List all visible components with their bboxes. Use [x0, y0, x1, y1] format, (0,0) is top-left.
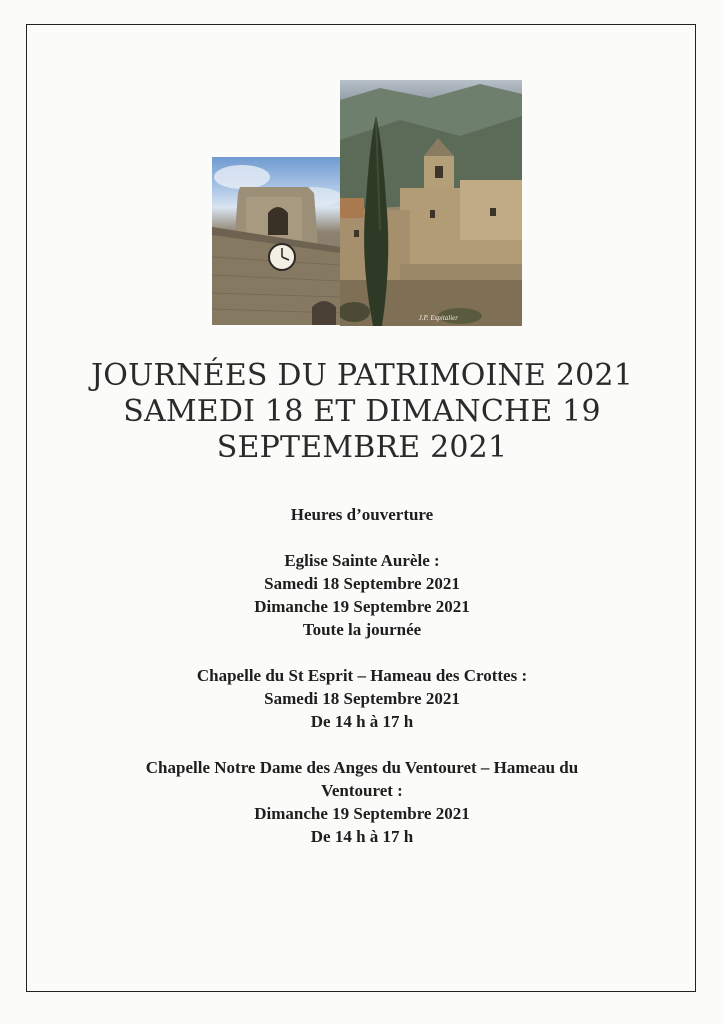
title-line-2: SAMEDI 18 ET DIMANCHE 19 [123, 394, 601, 429]
section-chapelle-st-esprit [40, 664, 684, 733]
clock-tower-photo [212, 157, 340, 325]
section-line: Dimanche 19 Septembre 2021 [254, 804, 470, 823]
section-line: Samedi 18 Septembre 2021 [264, 689, 460, 708]
section-line: Samedi 18 Septembre 2021 [264, 574, 460, 593]
section-line: Eglise Sainte Aurèle : [284, 551, 440, 570]
village-photo [340, 80, 522, 326]
section-line: Dimanche 19 Septembre 2021 [254, 597, 470, 616]
title-line-1: JOURNÉES DU PATRIMOINE 2021 [90, 358, 633, 393]
section-eglise-sainte-aurele [40, 549, 684, 641]
title-line-3: SEPTEMBRE 2021 [216, 430, 508, 465]
section-line: De 14 h à 17 h [310, 827, 414, 846]
hours-heading: Heures d’ouverture [290, 505, 434, 524]
opening-hours [40, 503, 684, 848]
section-line: De 14 h à 17 h [310, 712, 414, 731]
section-line: Ventouret : [321, 781, 403, 800]
section-chapelle-notre-dame [40, 756, 684, 848]
event-title [40, 358, 684, 466]
photo-credit: J.P. Espitalier [418, 314, 458, 322]
section-line: Chapelle du St Esprit – Hameau des Crottes : [196, 666, 528, 685]
section-line: Toute la journée [302, 620, 422, 639]
section-line: Chapelle Notre Dame des Anges du Ventouret – Hameau du [145, 758, 579, 777]
